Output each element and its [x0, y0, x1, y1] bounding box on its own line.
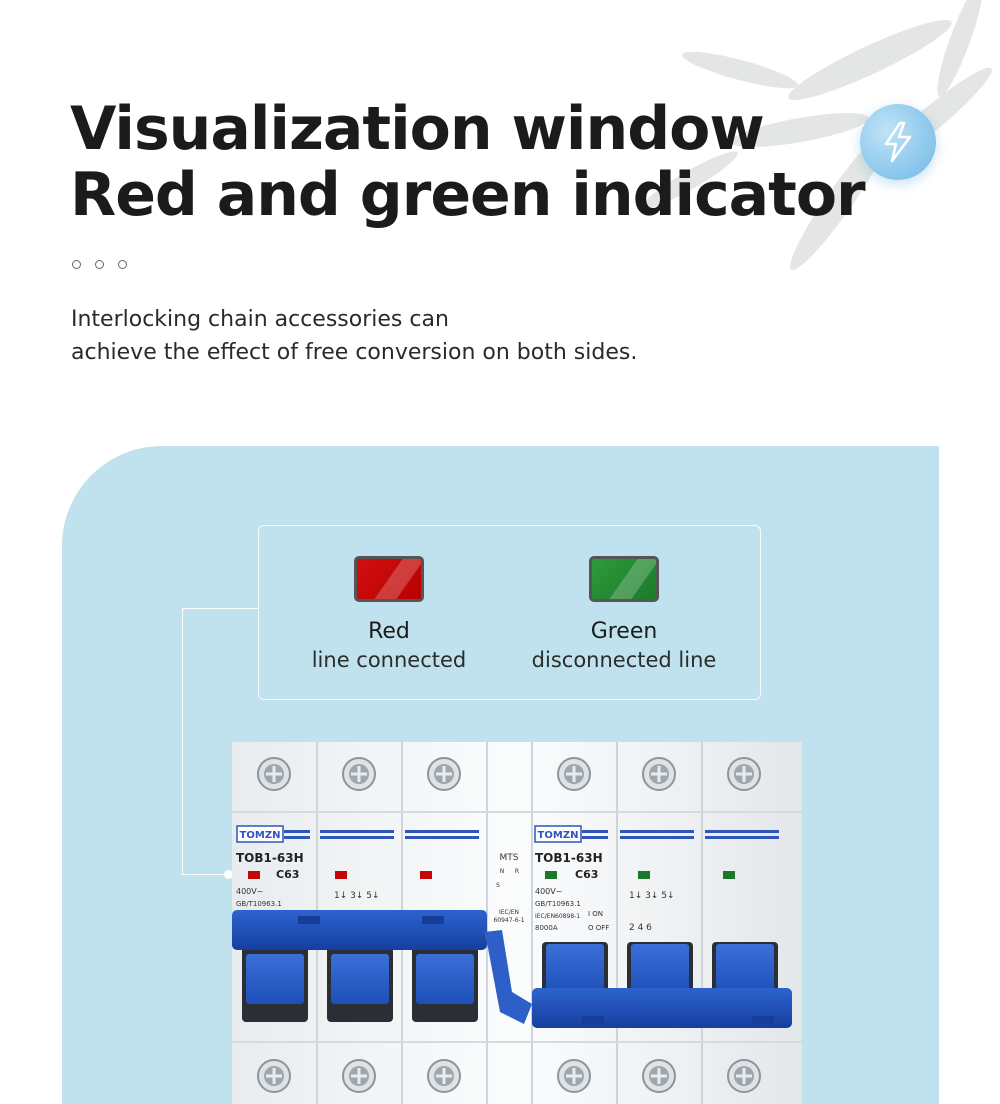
- green-indicator-1: [545, 871, 557, 879]
- model-left: TOB1-63H: [236, 851, 304, 865]
- connector-line: [182, 874, 228, 875]
- dot: [95, 260, 104, 269]
- legend-red-subtitle: line connected: [311, 648, 467, 672]
- poles-left: 1↓ 3↓ 5↓: [334, 891, 380, 901]
- capacity-right: 8000A: [535, 924, 558, 932]
- red-indicator-1: [248, 871, 260, 879]
- title-line-1: Visualization window: [70, 94, 764, 164]
- legend-red-title: Red: [368, 619, 410, 644]
- standard-left: GB/T10963.1: [236, 900, 282, 908]
- brand-left: TOMZN: [239, 830, 281, 841]
- green-indicator-3: [723, 871, 735, 879]
- voltage-left: 400V~: [236, 887, 264, 896]
- page-title: [70, 96, 865, 228]
- standard2-right: IEC/EN60898-1: [535, 913, 581, 920]
- lightning-badge: [860, 104, 936, 180]
- rating-left: C63: [276, 868, 300, 881]
- legend-green-title: Green: [590, 619, 658, 644]
- red-indicator-3: [420, 871, 432, 879]
- dot: [72, 260, 81, 269]
- title-line-2: Red and green indicator: [70, 160, 865, 230]
- brand-right: TOMZN: [537, 830, 579, 841]
- interlock-bar-left: [232, 910, 487, 950]
- mts-label: MTS: [499, 853, 519, 863]
- description: [71, 303, 637, 369]
- green-indicator-2: [638, 871, 650, 879]
- legend-green-subtitle: disconnected line: [531, 648, 717, 672]
- on-label: I ON: [588, 910, 604, 918]
- mts-standard-b: 60947-6-1: [493, 917, 525, 924]
- connector-line: [182, 608, 183, 874]
- poles-right: 1↓ 3↓ 5↓: [629, 891, 675, 901]
- mts-s: S: [496, 882, 500, 889]
- mts-n: N: [499, 868, 505, 875]
- off-label: O OFF: [588, 924, 610, 932]
- mts-standard-a: IEC/EN: [498, 909, 520, 916]
- connector-line: [182, 608, 258, 609]
- poles-bottom-right: 2 4 6: [629, 923, 652, 933]
- legend-green: [504, 556, 744, 674]
- green-indicator-swatch: [589, 556, 659, 602]
- indicator-legend: [258, 525, 761, 700]
- product-panel: [62, 446, 939, 1104]
- dot: [118, 260, 127, 269]
- mts-breaker-assembly: [232, 742, 802, 1104]
- standard-right: GB/T10963.1: [535, 900, 581, 908]
- legend-red: [269, 556, 509, 674]
- decorative-dots: [72, 260, 127, 269]
- voltage-right: 400V~: [535, 887, 563, 896]
- lightning-bolt-icon: [878, 120, 918, 164]
- model-right: TOB1-63H: [535, 851, 603, 865]
- red-indicator-2: [335, 871, 347, 879]
- description-line-2: achieve the effect of free conversion on both sides.: [71, 340, 638, 365]
- description-line-1: Interlocking chain accessories can: [71, 307, 449, 332]
- red-indicator-swatch: [354, 556, 424, 602]
- mts-r: R: [514, 868, 520, 875]
- rating-right: C63: [575, 868, 599, 881]
